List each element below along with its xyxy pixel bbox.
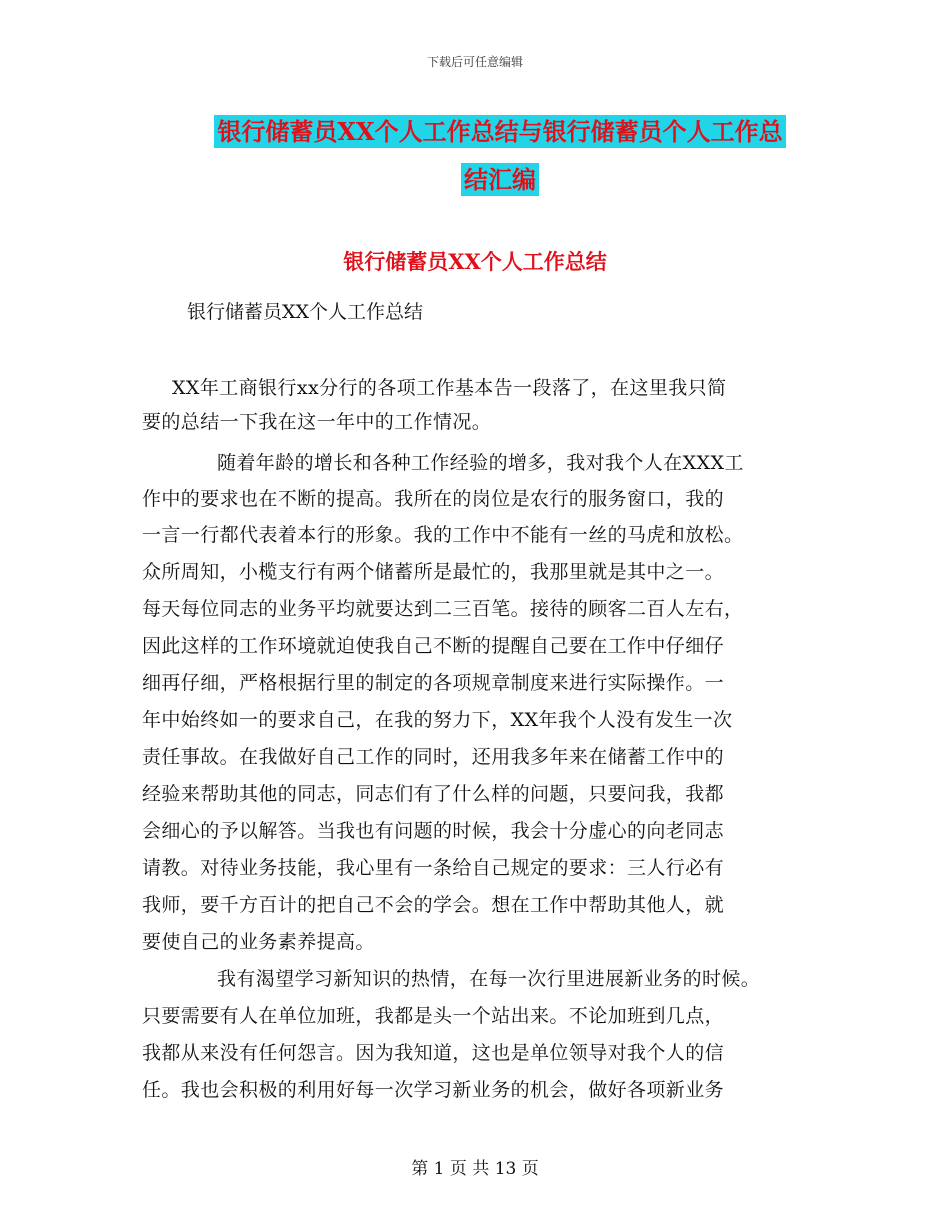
body-line: 因此这样的工作环境就迫使我自己不断的提醒自己要在工作中仔细仔 [142, 635, 725, 657]
body-line: 要的总结一下我在这一年中的工作情况。 [142, 411, 492, 433]
subtitle: 银行储蓄员XX个人工作总结 [187, 301, 424, 323]
body-line: 责任事故。在我做好自己工作的同时，还用我多年来在储蓄工作中的 [142, 746, 725, 768]
section-heading: 银行储蓄员XX个人工作总结 [343, 249, 607, 274]
document-title [185, 108, 815, 204]
body-line: 经验来帮助其他的同志，同志们有了什么样的问题，只要问我，我都 [142, 783, 725, 805]
body-line: 细再仔细，严格根据行里的制定的各项规章制度来进行实际操作。一 [142, 672, 725, 694]
body-line: 我都从来没有任何怨言。因为我知道，这也是单位领导对我个人的信 [142, 1042, 725, 1064]
body-line: 作中的要求也在不断的提高。我所在的岗位是农行的服务窗口，我的 [142, 488, 725, 510]
body-line: 每天每位同志的业务平均就要达到二三百笔。接待的顾客二百人左右， [142, 598, 744, 620]
body-line: 随着年龄的增长和各种工作经验的增多，我对我个人在XXX工 [217, 452, 744, 474]
body-line: 一言一行都代表着本行的形象。我的工作中不能有一丝的马虎和放松。 [142, 524, 744, 546]
body-line: 会细心的予以解答。当我也有问题的时候，我会十分虚心的向老同志 [142, 820, 725, 842]
body-line: 众所周知，小榄支行有两个储蓄所是最忙的，我那里就是其中之一。 [142, 561, 725, 583]
body-line: 我有渴望学习新知识的热情，在每一次行里进展新业务的时候。 [217, 968, 761, 990]
body-line: 要使自己的业务素养提高。 [142, 931, 375, 953]
title-line-2: 结汇编 [461, 163, 539, 196]
body-line: 请教。对待业务技能，我心里有一条给自己规定的要求：三人行必有 [142, 857, 725, 879]
header-note: 下载后可任意编辑 [426, 55, 523, 69]
body-line: 我师，要千方百计的把自己不会的学会。想在工作中帮助其他人，就 [142, 894, 725, 916]
body-line: 年中始终如一的要求自己，在我的努力下，XX年我个人没有发生一次 [142, 709, 733, 731]
body-line: 任。我也会积极的利用好每一次学习新业务的机会，做好各项新业务 [142, 1079, 725, 1101]
body-line: XX年工商银行xx分行的各项工作基本告一段落了，在这里我只简 [172, 377, 727, 399]
body-line: 只要需要有人在单位加班，我都是头一个站出来。不论加班到几点， [142, 1005, 725, 1027]
page-footer: 第 1 页 共 13 页 [411, 1159, 539, 1179]
title-line-1: 银行储蓄员XX个人工作总结与银行储蓄员个人工作总 [214, 115, 785, 148]
